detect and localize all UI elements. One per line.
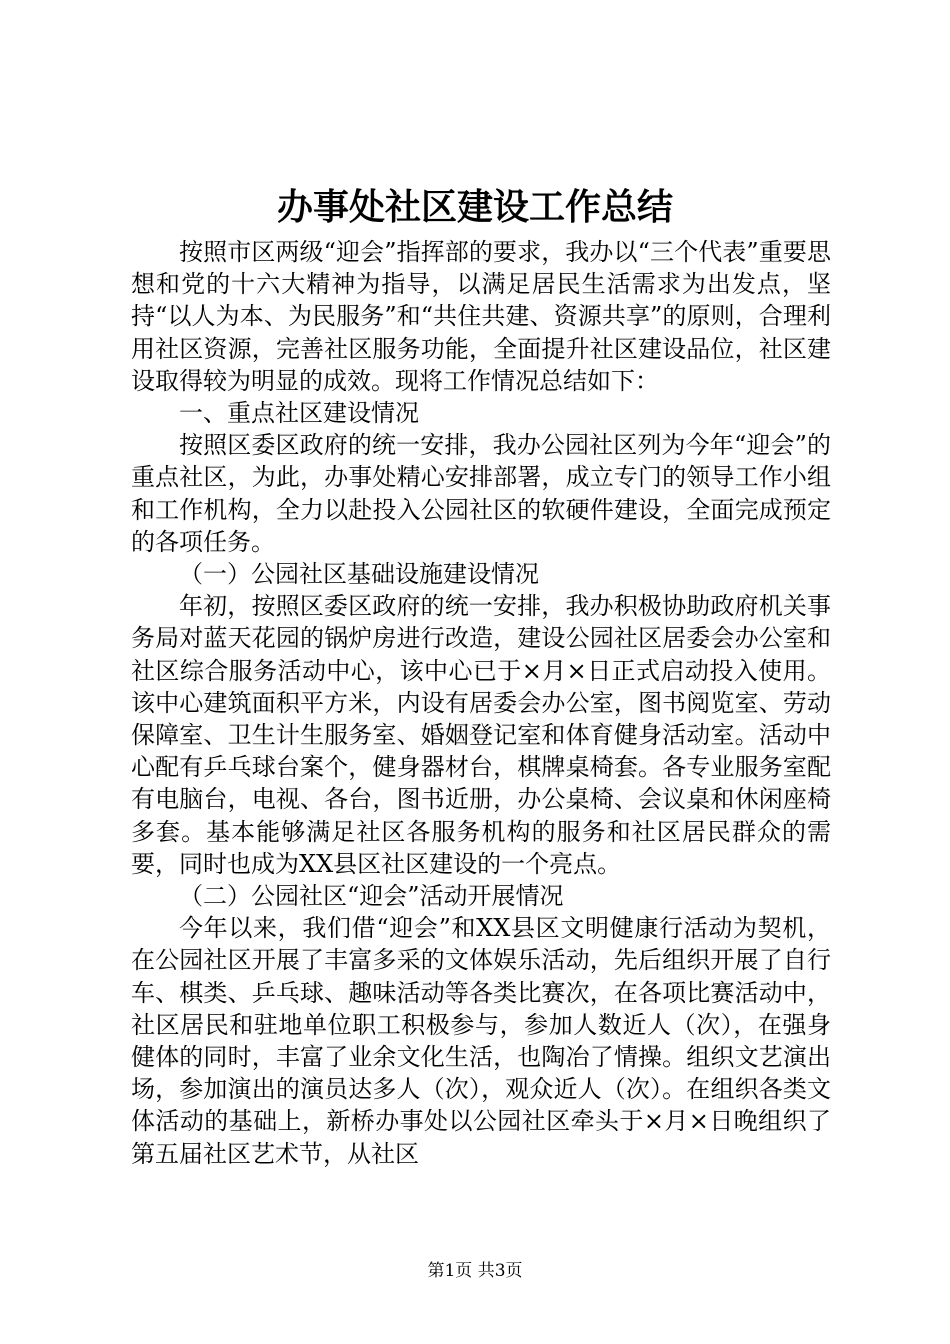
activities-paragraph: 今年以来，我们借“迎会”和XX县区文明健康行活动为契机，在公园社区开展了丰富多采的文体娱乐活动，先后组织开展了自行车、棋类、乒乓球、趣味活动等各类比赛次，在各项比赛活动中，社区居民和驻地单位职工积极参与，参加人数近人（次），在强身健体的同时，丰富了业余文化生活，也陶冶了情操。组织文艺演出场，参加演出的演员达多人（次），观众近人（次）。在组织各类文体活动的基础上，新桥办事处以公园社区牵头于×月×日晚组织了第五届社区艺术节，从社区 <box>131 914 831 1168</box>
document-title: 办事处社区建设工作总结 <box>276 186 673 228</box>
intro-paragraph: 按照市区两级“迎会”指挥部的要求，我办以“三个代表”重要思想和党的十六大精神为指导，以满足居民生活需求为出发点，坚持“以人为本、为民服务”和“共住共建、资源共享”的原则，合理利用社区资源，完善社区服务功能，全面提升社区建设品位，社区建设取得较为明显的成效。现将工作情况总结如下： <box>131 238 831 395</box>
section-heading-key-community: 一、重点社区建设情况 <box>179 399 419 428</box>
infrastructure-paragraph: 年初，按照区委区政府的统一安排，我办积极协助政府机关事务局对蓝天花园的锅炉房进行改造，建设公园社区居委会办公室和社区综合服务活动中心，该中心已于×月×日正式启动投入使用。该中心建筑面积平方米，内设有居委会办公室，图书阅览室、劳动保障室、卫生计生服务室、婚姻登记室和体育健身活动室。活动中心配有乒乓球台案个，健身器材台，棋牌桌椅套。各专业服务室配有电脑台，电视、各台，图书近册，办公桌椅、会议桌和休闲座椅多套。基本能够满足社区各服务机构的服务和社区居民群众的需要，同时也成为XX县区社区建设的一个亮点。 <box>131 592 831 878</box>
subsection-heading-activities: （二）公园社区“迎会”活动开展情况 <box>179 882 564 911</box>
subsection-heading-infrastructure: （一）公园社区基础设施建设情况 <box>179 560 539 589</box>
key-community-paragraph: 按照区委区政府的统一安排，我办公园社区列为今年“迎会”的重点社区，为此，办事处精心安排部署，成立专门的领导工作小组和工作机构，全力以赴投入公园社区的软硬件建设，全面完成预定的各项任务。 <box>131 431 831 556</box>
page-number-footer: 第1页 共3页 <box>427 1261 523 1281</box>
document-body <box>131 236 831 1170</box>
